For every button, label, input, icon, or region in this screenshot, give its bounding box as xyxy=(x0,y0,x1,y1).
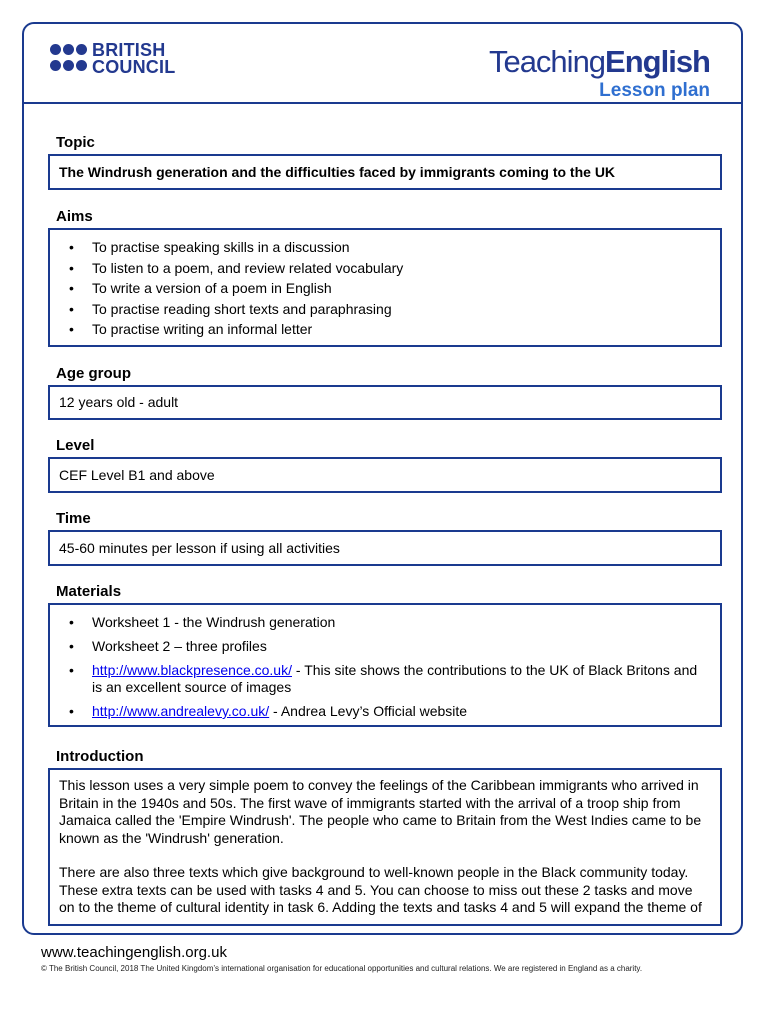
aim-item: • To practise speaking skills in a discussion xyxy=(67,237,711,258)
introduction-label: Introduction xyxy=(56,748,144,765)
aim-item: • To practise reading short texts and paraphrasing xyxy=(67,299,711,320)
aims-list xyxy=(59,237,711,340)
age-group-label: Age group xyxy=(56,365,131,382)
british-council-wordmark: BRITISH COUNCIL xyxy=(92,40,176,77)
introduction-paragraph: There are also three texts which give background to well-known people in the Black community today. These extra texts can be used with tasks 4 and 5. You can choose to miss out these 2 tasks and move on to the theme of cultural identity in task 6. Adding the texts and tasks 4 and 5 will expand the theme of xyxy=(59,864,702,915)
time-text: 45-60 minutes per lesson if using all activities xyxy=(59,540,340,556)
footer-copyright: © The British Council, 2018 The United Kingdom’s international organisation for educational opportunities and cultural relations. We are registered in England as a charity. xyxy=(41,964,643,973)
topic-text: The Windrush generation and the difficulties faced by immigrants coming to the UK xyxy=(59,164,616,180)
time-label: Time xyxy=(56,510,91,527)
teaching-english-brand: TeachingEnglish xyxy=(488,44,710,79)
blackpresence-description: - This site shows the contributions to the UK of Black Britons and is an excellent source of images xyxy=(92,662,698,695)
aim-item: • To listen to a poem, and review related vocabulary xyxy=(67,258,711,279)
level-label: Level xyxy=(56,437,95,454)
introduction-box xyxy=(48,768,722,926)
andrealevy-description: - Andrea Levy’s Official website xyxy=(269,703,468,719)
time-box xyxy=(48,530,722,566)
british-council-dots-icon xyxy=(50,42,90,78)
topic-box xyxy=(48,154,722,190)
lesson-plan-subtitle: Lesson plan xyxy=(599,80,710,101)
aims-box xyxy=(48,228,722,347)
header-divider xyxy=(24,102,741,104)
aim-item: • To practise writing an informal letter xyxy=(67,319,711,340)
footer-url: www.teachingenglish.org.uk xyxy=(41,944,227,961)
material-item: • Worksheet 1 - the Windrush generation xyxy=(67,614,711,631)
age-group-box xyxy=(48,385,722,420)
age-group-text: 12 years old - adult xyxy=(59,394,179,410)
andrealevy-link[interactable]: http://www.andrealevy.co.uk/ xyxy=(92,703,270,719)
material-item xyxy=(67,662,711,696)
materials-box xyxy=(48,603,722,727)
level-text: CEF Level B1 and above xyxy=(59,467,215,483)
topic-label: Topic xyxy=(56,134,95,151)
materials-list xyxy=(59,614,711,720)
material-item: • Worksheet 2 – three profiles xyxy=(67,638,711,655)
aim-item: • To write a version of a poem in English xyxy=(67,278,711,299)
aims-label: Aims xyxy=(56,208,93,225)
materials-label: Materials xyxy=(56,583,122,600)
level-box xyxy=(48,457,722,493)
introduction-paragraph: This lesson uses a very simple poem to convey the feelings of the Caribbean immigrants who arrived in Britain in the 1940s and 50s. The first wave of immigrants started with the arrival of a troop ship from Jamaica called the 'Empire Windrush'. The people who came to Britain from the West Indies came to be known as the 'Windrush' generation. xyxy=(59,777,702,846)
material-item xyxy=(67,703,711,720)
blackpresence-link[interactable]: http://www.blackpresence.co.uk/ xyxy=(92,662,292,678)
